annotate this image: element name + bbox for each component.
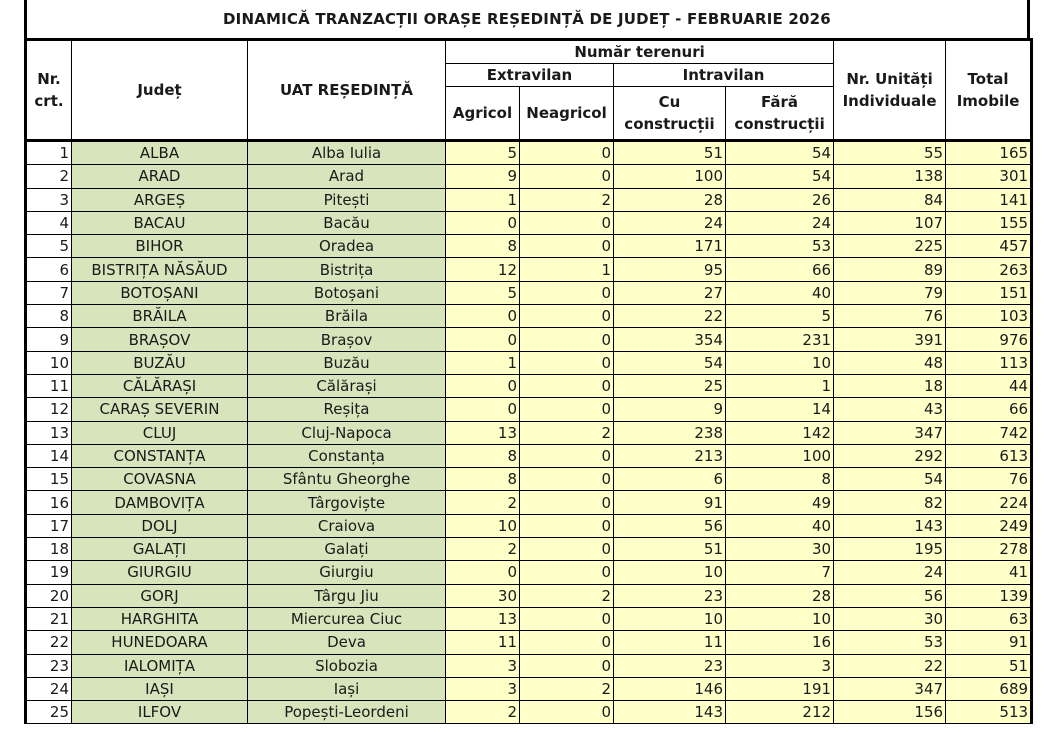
cell-judet: IAȘI xyxy=(72,677,248,700)
cell-neagricol: 0 xyxy=(520,211,614,234)
cell-uat: Miercurea Ciuc xyxy=(248,607,446,630)
cell-judet: DOLJ xyxy=(72,514,248,537)
cell-nr: 3 xyxy=(26,188,72,211)
table-row xyxy=(26,258,1032,281)
cell-judet: ARGEȘ xyxy=(72,188,248,211)
cell-cu-constructii: 11 xyxy=(614,631,726,654)
cell-unitati: 292 xyxy=(834,444,946,467)
cell-cu-constructii: 143 xyxy=(614,701,726,724)
cell-judet: BISTRIȚA NĂSĂUD xyxy=(72,258,248,281)
table-row xyxy=(26,374,1032,397)
cell-agricol: 1 xyxy=(446,188,520,211)
cell-total: 301 xyxy=(946,165,1032,188)
cell-neagricol: 0 xyxy=(520,701,614,724)
cell-fara-constructii: 10 xyxy=(726,607,834,630)
cell-agricol: 3 xyxy=(446,654,520,677)
cell-neagricol: 0 xyxy=(520,141,614,165)
cell-uat: Oradea xyxy=(248,235,446,258)
cell-judet: CLUJ xyxy=(72,421,248,444)
cell-fara-constructii: 142 xyxy=(726,421,834,444)
cell-uat: Călărași xyxy=(248,374,446,397)
cell-agricol: 0 xyxy=(446,398,520,421)
table-row xyxy=(26,561,1032,584)
header-judet: Județ xyxy=(72,40,248,141)
cell-uat: Galați xyxy=(248,538,446,561)
cell-agricol: 5 xyxy=(446,141,520,165)
cell-unitati: 195 xyxy=(834,538,946,561)
header-nr: Nr. crt. xyxy=(26,40,72,141)
cell-cu-constructii: 27 xyxy=(614,281,726,304)
cell-uat: Arad xyxy=(248,165,446,188)
cell-unitati: 143 xyxy=(834,514,946,537)
cell-total: 113 xyxy=(946,351,1032,374)
table-row xyxy=(26,444,1032,467)
cell-unitati: 43 xyxy=(834,398,946,421)
cell-agricol: 13 xyxy=(446,421,520,444)
cell-nr: 18 xyxy=(26,538,72,561)
cell-unitati: 79 xyxy=(834,281,946,304)
cell-cu-constructii: 213 xyxy=(614,444,726,467)
cell-judet: CĂLĂRAȘI xyxy=(72,374,248,397)
cell-total: 976 xyxy=(946,328,1032,351)
cell-nr: 23 xyxy=(26,654,72,677)
cell-judet: BUZĂU xyxy=(72,351,248,374)
cell-fara-constructii: 212 xyxy=(726,701,834,724)
cell-cu-constructii: 171 xyxy=(614,235,726,258)
cell-uat: Cluj-Napoca xyxy=(248,421,446,444)
cell-uat: Iași xyxy=(248,677,446,700)
table-row xyxy=(26,165,1032,188)
cell-nr: 1 xyxy=(26,141,72,165)
cell-neagricol: 0 xyxy=(520,514,614,537)
cell-nr: 15 xyxy=(26,468,72,491)
cell-uat: Slobozia xyxy=(248,654,446,677)
cell-nr: 19 xyxy=(26,561,72,584)
cell-judet: BIHOR xyxy=(72,235,248,258)
cell-total: 91 xyxy=(946,631,1032,654)
cell-cu-constructii: 95 xyxy=(614,258,726,281)
cell-cu-constructii: 23 xyxy=(614,654,726,677)
cell-unitati: 156 xyxy=(834,701,946,724)
cell-agricol: 0 xyxy=(446,374,520,397)
cell-total: 44 xyxy=(946,374,1032,397)
table-row xyxy=(26,607,1032,630)
cell-uat: Brașov xyxy=(248,328,446,351)
cell-nr: 17 xyxy=(26,514,72,537)
cell-unitati: 18 xyxy=(834,374,946,397)
cell-total: 66 xyxy=(946,398,1032,421)
cell-total: 457 xyxy=(946,235,1032,258)
cell-uat: Reșița xyxy=(248,398,446,421)
table-row xyxy=(26,281,1032,304)
cell-uat: Brăila xyxy=(248,305,446,328)
cell-judet: CONSTANȚA xyxy=(72,444,248,467)
cell-total: 51 xyxy=(946,654,1032,677)
cell-cu-constructii: 24 xyxy=(614,211,726,234)
cell-neagricol: 0 xyxy=(520,561,614,584)
cell-unitati: 89 xyxy=(834,258,946,281)
cell-nr: 11 xyxy=(26,374,72,397)
cell-cu-constructii: 25 xyxy=(614,374,726,397)
cell-cu-constructii: 238 xyxy=(614,421,726,444)
cell-neagricol: 0 xyxy=(520,468,614,491)
cell-uat: Bistrița xyxy=(248,258,446,281)
cell-fara-constructii: 66 xyxy=(726,258,834,281)
cell-judet: ILFOV xyxy=(72,701,248,724)
cell-uat: Craiova xyxy=(248,514,446,537)
cell-cu-constructii: 51 xyxy=(614,538,726,561)
cell-agricol: 30 xyxy=(446,584,520,607)
cell-neagricol: 0 xyxy=(520,607,614,630)
cell-total: 249 xyxy=(946,514,1032,537)
cell-cu-constructii: 56 xyxy=(614,514,726,537)
page-title: DINAMICĂ TRANZACȚII ORAȘE REȘEDINȚĂ DE JUDEȚ - FEBRUARIE 2026 xyxy=(24,0,1030,38)
cell-fara-constructii: 26 xyxy=(726,188,834,211)
cell-fara-constructii: 8 xyxy=(726,468,834,491)
cell-fara-constructii: 40 xyxy=(726,514,834,537)
cell-uat: Alba Iulia xyxy=(248,141,446,165)
cell-cu-constructii: 6 xyxy=(614,468,726,491)
cell-agricol: 3 xyxy=(446,677,520,700)
cell-cu-constructii: 10 xyxy=(614,607,726,630)
cell-judet: ALBA xyxy=(72,141,248,165)
cell-nr: 2 xyxy=(26,165,72,188)
cell-fara-constructii: 10 xyxy=(726,351,834,374)
cell-neagricol: 0 xyxy=(520,538,614,561)
cell-uat: Buzău xyxy=(248,351,446,374)
cell-uat: Giurgiu xyxy=(248,561,446,584)
cell-unitati: 48 xyxy=(834,351,946,374)
cell-agricol: 2 xyxy=(446,701,520,724)
cell-agricol: 2 xyxy=(446,491,520,514)
spreadsheet xyxy=(24,0,1030,732)
cell-fara-constructii: 40 xyxy=(726,281,834,304)
cell-total: 224 xyxy=(946,491,1032,514)
cell-uat: Pitești xyxy=(248,188,446,211)
cell-unitati: 54 xyxy=(834,468,946,491)
cell-unitati: 107 xyxy=(834,211,946,234)
header-extravilan: Extravilan xyxy=(446,64,614,87)
cell-nr: 4 xyxy=(26,211,72,234)
table-row xyxy=(26,701,1032,724)
cell-uat: Deva xyxy=(248,631,446,654)
header-agricol: Agricol xyxy=(446,87,520,141)
cell-agricol: 8 xyxy=(446,235,520,258)
cell-agricol: 1 xyxy=(446,351,520,374)
table-row xyxy=(26,631,1032,654)
cell-neagricol: 0 xyxy=(520,374,614,397)
header-unitati: Nr. Unități Individuale xyxy=(834,40,946,141)
cell-unitati: 138 xyxy=(834,165,946,188)
cell-fara-constructii: 7 xyxy=(726,561,834,584)
header-numar-terenuri: Număr terenuri xyxy=(446,40,834,64)
cell-fara-constructii: 100 xyxy=(726,444,834,467)
cell-judet: HARGHITA xyxy=(72,607,248,630)
cell-neagricol: 0 xyxy=(520,328,614,351)
cell-judet: GALAȚI xyxy=(72,538,248,561)
header-neagricol: Neagricol xyxy=(520,87,614,141)
cell-agricol: 0 xyxy=(446,561,520,584)
cell-cu-constructii: 354 xyxy=(614,328,726,351)
table-row xyxy=(26,421,1032,444)
table-row xyxy=(26,235,1032,258)
cell-neagricol: 0 xyxy=(520,491,614,514)
cell-judet: COVASNA xyxy=(72,468,248,491)
cell-uat: Botoșani xyxy=(248,281,446,304)
cell-unitati: 82 xyxy=(834,491,946,514)
cell-judet: CARAȘ SEVERIN xyxy=(72,398,248,421)
cell-judet: HUNEDOARA xyxy=(72,631,248,654)
cell-nr: 9 xyxy=(26,328,72,351)
table-row xyxy=(26,351,1032,374)
cell-nr: 12 xyxy=(26,398,72,421)
cell-cu-constructii: 91 xyxy=(614,491,726,514)
cell-fara-constructii: 49 xyxy=(726,491,834,514)
cell-total: 151 xyxy=(946,281,1032,304)
cell-neagricol: 0 xyxy=(520,444,614,467)
cell-nr: 5 xyxy=(26,235,72,258)
header-uat: UAT REȘEDINȚĂ xyxy=(248,40,446,141)
cell-cu-constructii: 54 xyxy=(614,351,726,374)
cell-neagricol: 0 xyxy=(520,631,614,654)
table-row xyxy=(26,398,1032,421)
header-total: Total Imobile xyxy=(946,40,1032,141)
cell-total: 689 xyxy=(946,677,1032,700)
cell-cu-constructii: 146 xyxy=(614,677,726,700)
cell-agricol: 8 xyxy=(446,444,520,467)
cell-agricol: 13 xyxy=(446,607,520,630)
cell-uat: Constanța xyxy=(248,444,446,467)
cell-nr: 8 xyxy=(26,305,72,328)
cell-cu-constructii: 51 xyxy=(614,141,726,165)
cell-unitati: 84 xyxy=(834,188,946,211)
cell-judet: GORJ xyxy=(72,584,248,607)
cell-fara-constructii: 5 xyxy=(726,305,834,328)
cell-agricol: 0 xyxy=(446,305,520,328)
cell-unitati: 53 xyxy=(834,631,946,654)
cell-agricol: 10 xyxy=(446,514,520,537)
cell-neagricol: 1 xyxy=(520,258,614,281)
cell-agricol: 0 xyxy=(446,211,520,234)
cell-total: 41 xyxy=(946,561,1032,584)
cell-nr: 6 xyxy=(26,258,72,281)
table-row xyxy=(26,188,1032,211)
cell-uat: Sfântu Gheorghe xyxy=(248,468,446,491)
cell-unitati: 347 xyxy=(834,677,946,700)
cell-nr: 22 xyxy=(26,631,72,654)
cell-judet: BOTOȘANI xyxy=(72,281,248,304)
cell-total: 139 xyxy=(946,584,1032,607)
cell-total: 613 xyxy=(946,444,1032,467)
cell-fara-constructii: 30 xyxy=(726,538,834,561)
cell-unitati: 56 xyxy=(834,584,946,607)
cell-agricol: 11 xyxy=(446,631,520,654)
cell-uat: Bacău xyxy=(248,211,446,234)
cell-cu-constructii: 28 xyxy=(614,188,726,211)
cell-agricol: 5 xyxy=(446,281,520,304)
cell-nr: 13 xyxy=(26,421,72,444)
cell-fara-constructii: 53 xyxy=(726,235,834,258)
cell-total: 278 xyxy=(946,538,1032,561)
cell-fara-constructii: 54 xyxy=(726,141,834,165)
cell-fara-constructii: 28 xyxy=(726,584,834,607)
cell-neagricol: 0 xyxy=(520,281,614,304)
cell-neagricol: 2 xyxy=(520,188,614,211)
cell-neagricol: 0 xyxy=(520,654,614,677)
cell-uat: Târgoviște xyxy=(248,491,446,514)
cell-nr: 25 xyxy=(26,701,72,724)
cell-total: 63 xyxy=(946,607,1032,630)
cell-total: 76 xyxy=(946,468,1032,491)
cell-uat: Târgu Jiu xyxy=(248,584,446,607)
cell-fara-constructii: 54 xyxy=(726,165,834,188)
header-fara-constructii: Fără construcții xyxy=(726,87,834,141)
cell-total: 263 xyxy=(946,258,1032,281)
cell-agricol: 8 xyxy=(446,468,520,491)
cell-unitati: 22 xyxy=(834,654,946,677)
cell-nr: 24 xyxy=(26,677,72,700)
header-intravilan: Intravilan xyxy=(614,64,834,87)
cell-total: 103 xyxy=(946,305,1032,328)
table-header xyxy=(26,40,1032,141)
cell-neagricol: 0 xyxy=(520,305,614,328)
cell-neagricol: 0 xyxy=(520,235,614,258)
table-row xyxy=(26,211,1032,234)
table-row xyxy=(26,538,1032,561)
cell-total: 155 xyxy=(946,211,1032,234)
cell-agricol: 2 xyxy=(446,538,520,561)
table-row xyxy=(26,141,1032,165)
cell-fara-constructii: 14 xyxy=(726,398,834,421)
cell-neagricol: 0 xyxy=(520,351,614,374)
cell-nr: 20 xyxy=(26,584,72,607)
cell-judet: BRĂILA xyxy=(72,305,248,328)
cell-judet: GIURGIU xyxy=(72,561,248,584)
cell-unitati: 391 xyxy=(834,328,946,351)
cell-cu-constructii: 10 xyxy=(614,561,726,584)
cell-cu-constructii: 9 xyxy=(614,398,726,421)
cell-judet: BACAU xyxy=(72,211,248,234)
cell-neagricol: 2 xyxy=(520,421,614,444)
cell-judet: BRAȘOV xyxy=(72,328,248,351)
cell-nr: 7 xyxy=(26,281,72,304)
cell-cu-constructii: 100 xyxy=(614,165,726,188)
cell-neagricol: 2 xyxy=(520,584,614,607)
cell-fara-constructii: 24 xyxy=(726,211,834,234)
table-row xyxy=(26,677,1032,700)
cell-agricol: 0 xyxy=(446,328,520,351)
cell-cu-constructii: 22 xyxy=(614,305,726,328)
cell-total: 742 xyxy=(946,421,1032,444)
cell-fara-constructii: 16 xyxy=(726,631,834,654)
cell-unitati: 24 xyxy=(834,561,946,584)
cell-unitati: 55 xyxy=(834,141,946,165)
transactions-table xyxy=(24,38,1033,724)
cell-nr: 10 xyxy=(26,351,72,374)
table-body xyxy=(26,141,1032,724)
cell-cu-constructii: 23 xyxy=(614,584,726,607)
table-row xyxy=(26,491,1032,514)
table-row xyxy=(26,468,1032,491)
header-cu-constructii: Cu construcții xyxy=(614,87,726,141)
cell-nr: 16 xyxy=(26,491,72,514)
cell-fara-constructii: 1 xyxy=(726,374,834,397)
cell-total: 141 xyxy=(946,188,1032,211)
table-row xyxy=(26,328,1032,351)
cell-agricol: 9 xyxy=(446,165,520,188)
cell-unitati: 225 xyxy=(834,235,946,258)
cell-judet: DAMBOVIȚA xyxy=(72,491,248,514)
cell-agricol: 12 xyxy=(446,258,520,281)
table-row xyxy=(26,654,1032,677)
cell-unitati: 347 xyxy=(834,421,946,444)
cell-total: 513 xyxy=(946,701,1032,724)
cell-neagricol: 0 xyxy=(520,398,614,421)
cell-unitati: 76 xyxy=(834,305,946,328)
cell-fara-constructii: 3 xyxy=(726,654,834,677)
cell-nr: 21 xyxy=(26,607,72,630)
cell-unitati: 30 xyxy=(834,607,946,630)
cell-judet: IALOMIȚA xyxy=(72,654,248,677)
cell-total: 165 xyxy=(946,141,1032,165)
cell-fara-constructii: 191 xyxy=(726,677,834,700)
table-row xyxy=(26,584,1032,607)
cell-uat: Popești-Leordeni xyxy=(248,701,446,724)
cell-nr: 14 xyxy=(26,444,72,467)
cell-judet: ARAD xyxy=(72,165,248,188)
cell-fara-constructii: 231 xyxy=(726,328,834,351)
table-row xyxy=(26,514,1032,537)
table-row xyxy=(26,305,1032,328)
cell-neagricol: 0 xyxy=(520,165,614,188)
cell-neagricol: 2 xyxy=(520,677,614,700)
